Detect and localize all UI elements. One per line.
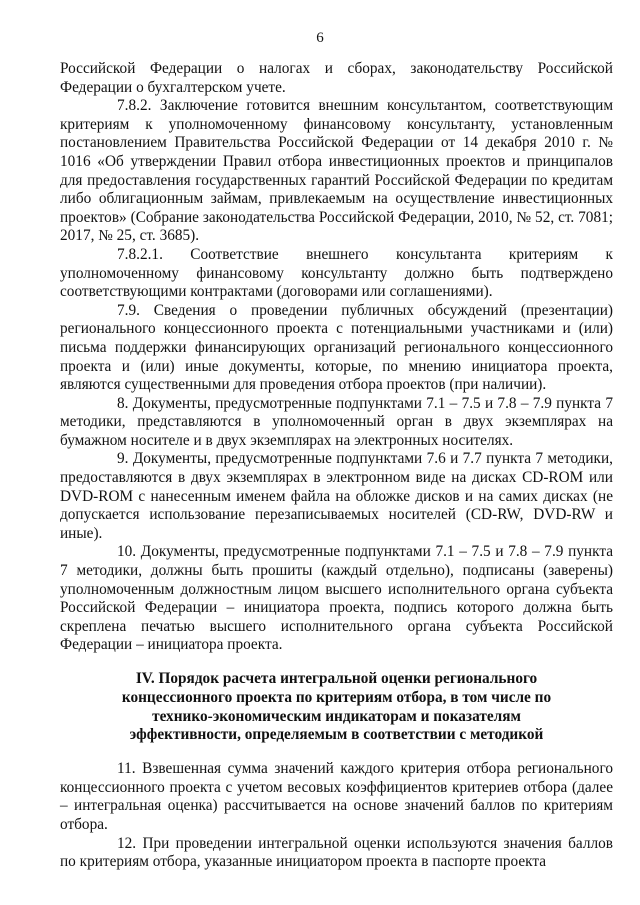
document-body [60,60,613,872]
paragraph-10: 10. Документы, предусмотренные подпунктами 7.1 – 7.5 и 7.8 – 7.9 пункта 7 методики, должны быть прошиты (каждый отдельно), подписаны (заверены) уполномоченным должностным лицом высшего исполнительного органа субъекта Российской Федерации – инициатора проекта, подпись которого должна быть скреплена печатью высшего исполнительного органа субъекта Российской Федерации – инициатора проекта. [60,543,613,654]
paragraph-7-8-2: 7.8.2. Заключение готовится внешним консультантом, соответствующим критериям к уполномоченному финансовому консультанту, установленным постановлением Правительства Российской Федерации от 14 декабря 2010 г. № 1016 «Об утверждении Правил отбора инвестиционных проектов и принципалов для предоставления государственных гарантий Российской Федерации по кредитам либо облигационным займам, привлекаемым на осуществление инвестиционных проектов» (Собрание законодательства Российской Федерации, 2010, № 52, ст. 7081; 2017, № 25, ст. 3685). [60,97,613,245]
paragraph-12: 12. При проведении интегральной оценки используются значения баллов по критериям отбора, указанные инициатором проекта в паспорте проекта [60,834,613,871]
paragraph-8: 8. Документы, предусмотренные подпунктами 7.1 – 7.5 и 7.8 – 7.9 пункта 7 методики, представляются в уполномоченный орган в двух экземплярах на бумажном носителе и в двух экземплярах на электронных носителях. [60,394,613,449]
paragraph-7-8-2-1: 7.8.2.1. Соответствие внешнего консультанта критериям к уполномоченному финансовому консультанту должно быть подтверждено соответствующими контрактами (договорами или соглашениями). [60,245,613,301]
paragraph-11: 11. Взвешенная сумма значений каждого критерия отбора регионального концессионного проекта с учетом весовых коэффициентов критериев отбора (далее – интегральная оценка) рассчитывается на основе значений баллов по критериям отбора. [60,760,613,833]
paragraph-continuation: Российской Федерации о налогах и сборах, законодательству Российской Федерации о бухгалтерском учете. [60,60,613,96]
section-heading: IV. Порядок расчета интегральной оценки регионального концессионного проекта по критериям отбора, в том числе по технико-экономическим индикаторам и показателям эффективности, определяемым в соответствии с методикой [121,670,552,744]
paragraph-7-9: 7.9. Сведения о проведении публичных обсуждений (презентации) регионального концессионного проекта с потенциальными участниками и (или) письма поддержки финансирующих организаций регионального концессионного проекта и (или) иные документы, которые, по мнению инициатора проекта, являются существенными для проведения отбора проектов (при наличии). [60,301,613,394]
page-number: 6 [316,30,324,46]
paragraph-9: 9. Документы, предусмотренные подпунктами 7.6 и 7.7 пункта 7 методики, предоставляются в двух экземплярах в электронном виде на дисках CD-ROM или DVD-ROM с нанесенным именем файла на обложке дисков и на самих дисках (не допускается использование перезаписываемых носителей (CD-RW, DVD-RW и иные). [60,450,613,542]
